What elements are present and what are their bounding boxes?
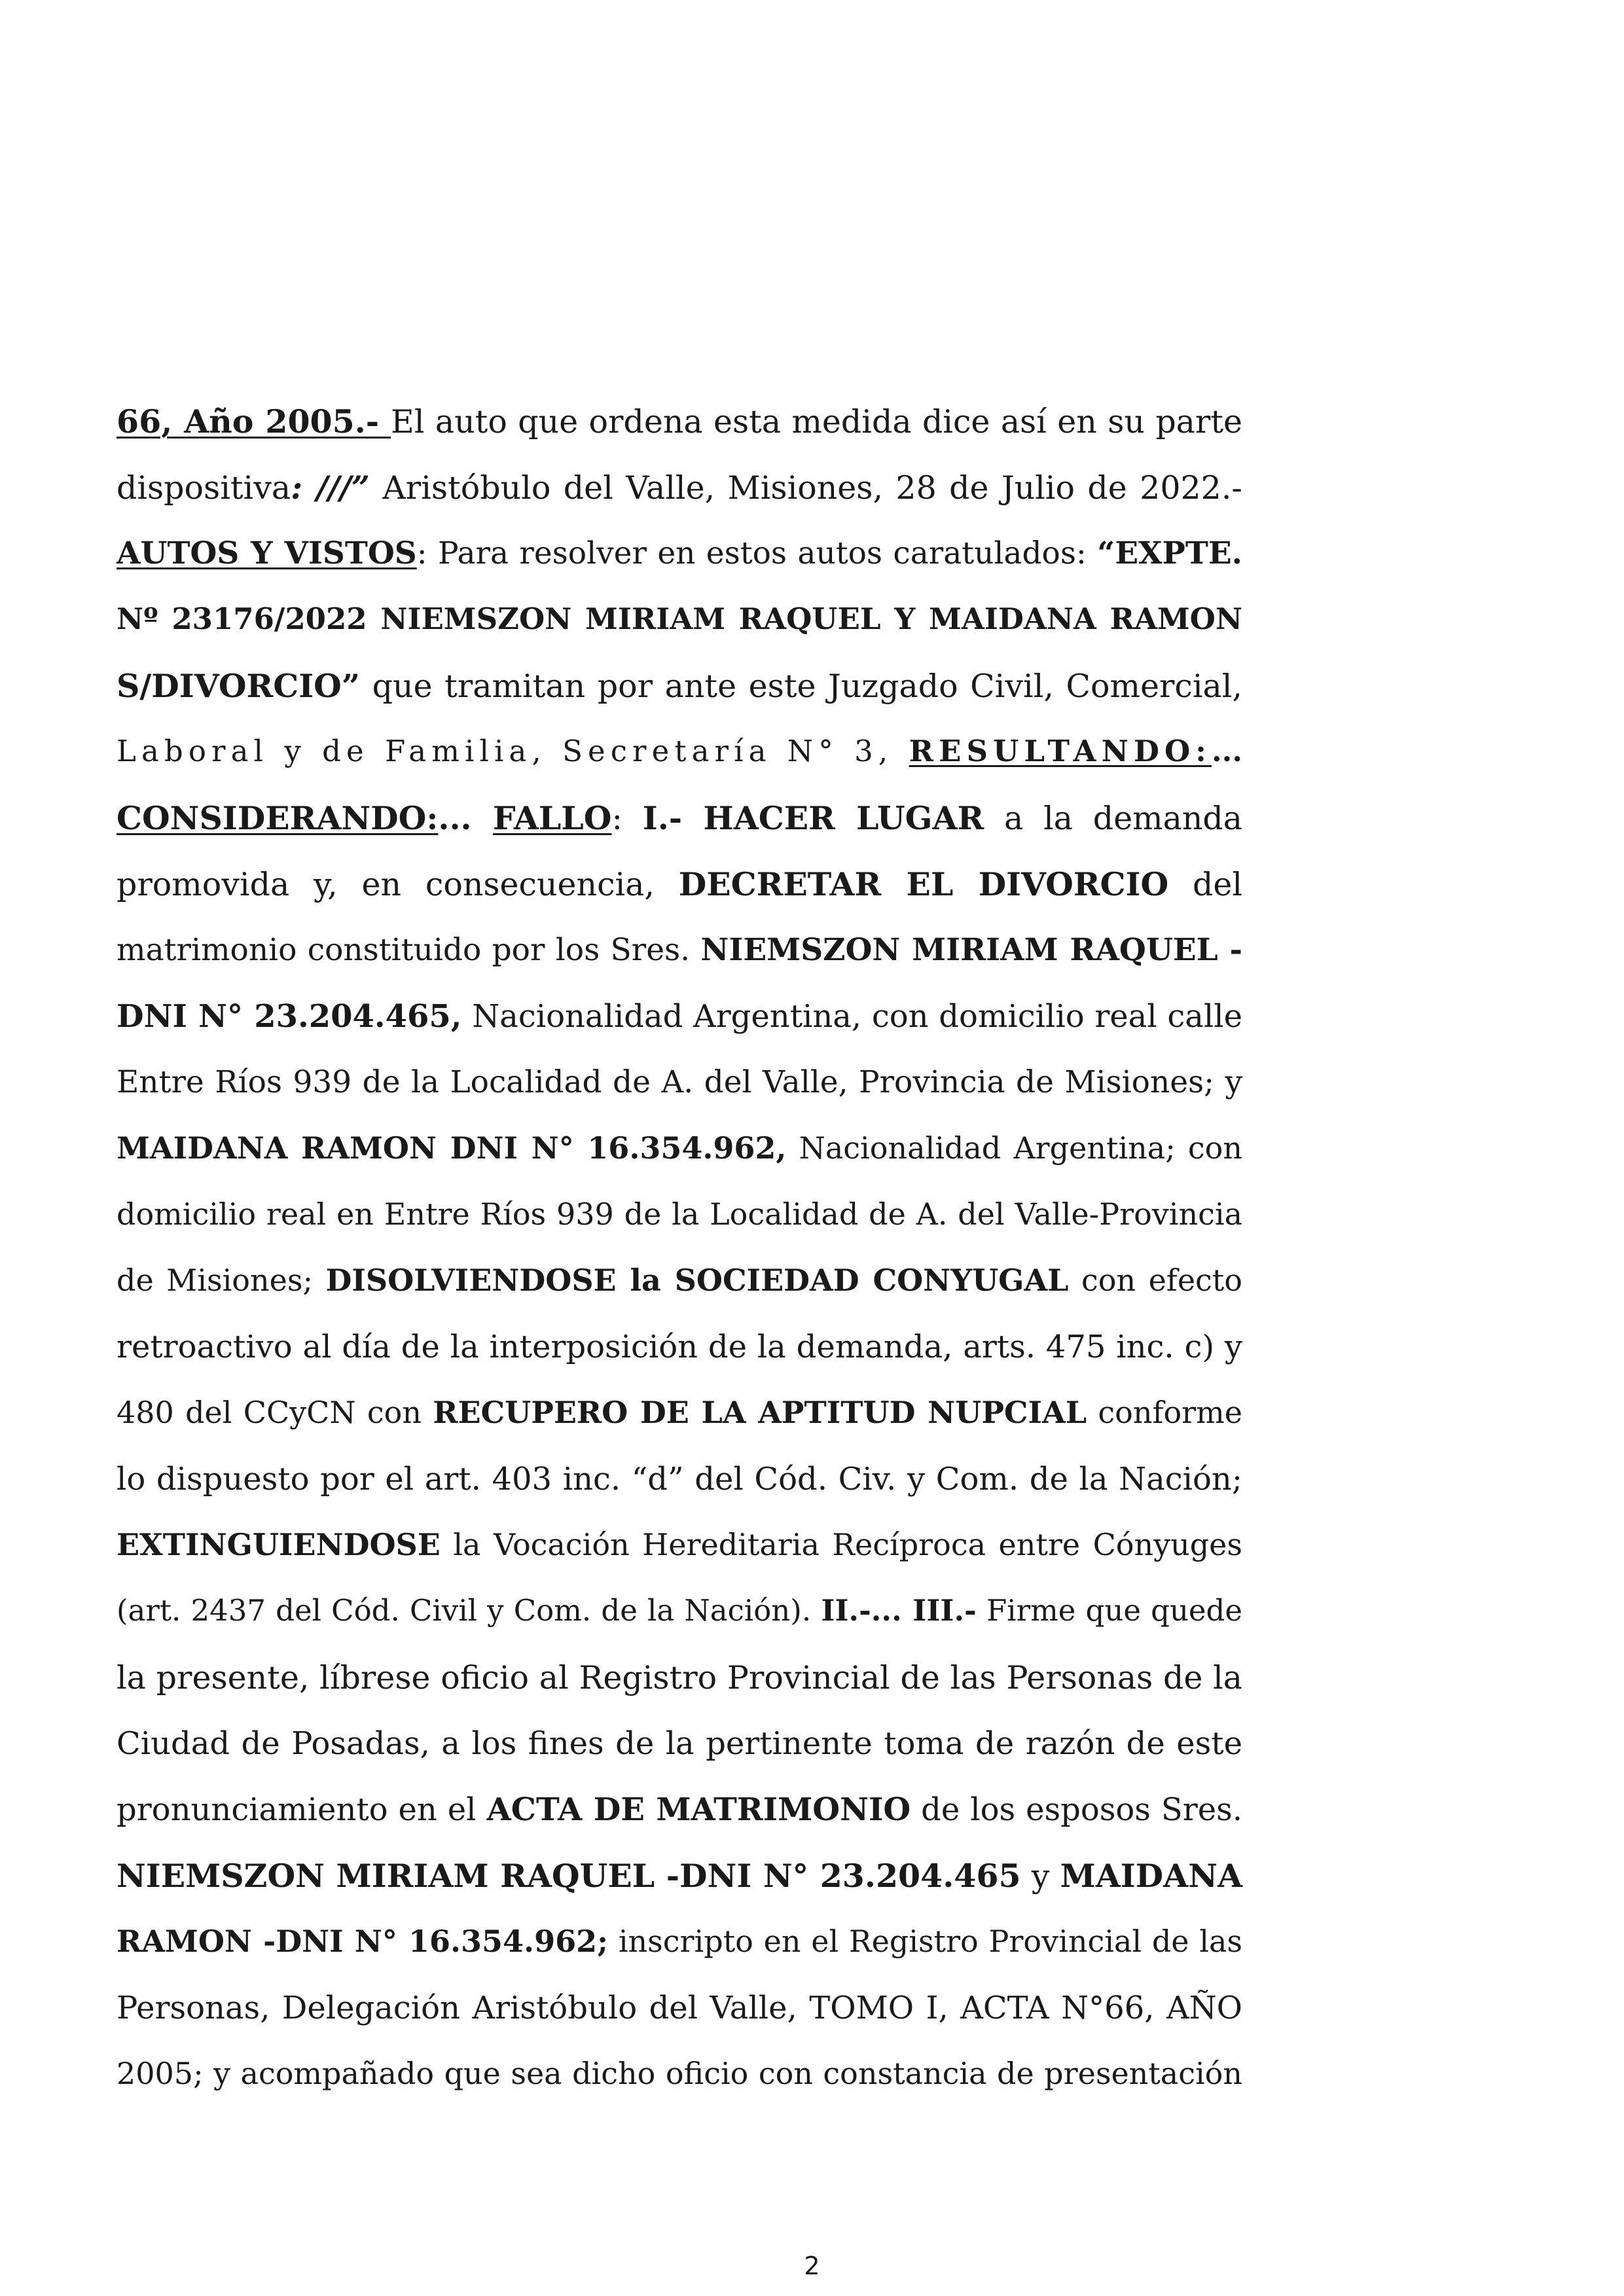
text-line-19: (art. 2437 del Cód. Civil y Com. de la Nación). II.-... III.- Firme que quede bbox=[117, 1593, 1242, 1628]
text-line-22: pronunciamiento en el ACTA DE MATRIMONIO de los esposos Sres. bbox=[117, 1791, 1243, 1828]
text-line-13: domicilio real en Entre Ríos 939 de la Localidad de A. del Valle-Provincia bbox=[117, 1196, 1242, 1232]
text-line-8: promovida y, en consecuencia, DECRETAR EL DIVORCIO del bbox=[117, 865, 1242, 903]
text-line-10: DNI N° 23.204.465, Nacionalidad Argentina, con domicilio real calle bbox=[117, 998, 1242, 1035]
text-line-12: MAIDANA RAMON DNI N° 16.354.962, Nacionalidad Argentina; con bbox=[117, 1130, 1242, 1166]
text-line-16: 480 del CCyCN con RECUPERO DE LA APTITUD NUPCIAL conforme bbox=[117, 1395, 1242, 1430]
text-line-24: RAMON -DNI N° 16.354.962; inscripto en el Registro Provincial de las bbox=[117, 1924, 1242, 1959]
text-line-18: EXTINGUIENDOSE la Vocación Hereditaria Recíproca entre Cónyuges bbox=[117, 1527, 1242, 1562]
text-line-17: lo dispuesto por el art. 403 inc. “d” del Cód. Civ. y Com. de la Nación; bbox=[117, 1461, 1242, 1498]
text-line-7: CONSIDERANDO:... FALLO: I.- HACER LUGAR a la demanda bbox=[117, 799, 1242, 837]
text-line-26: 2005; y acompañado que sea dicho oficio con constancia de presentación bbox=[117, 2056, 1242, 2091]
text-line-4: Nº 23176/2022 NIEMSZON MIRIAM RAQUEL Y MAIDANA RAMON bbox=[117, 601, 1242, 636]
text-line-25: Personas, Delegación Aristóbulo del Valle, TOMO I, ACTA N°66, AÑO bbox=[117, 1990, 1242, 2026]
text-line-23: NIEMSZON MIRIAM RAQUEL -DNI N° 23.204.465 y MAIDANA bbox=[117, 1857, 1242, 1895]
text-line-15: retroactivo al día de la interposición de la demanda, arts. 475 inc. c) y bbox=[117, 1329, 1242, 1365]
text-line-3: AUTOS Y VISTOS: Para resolver en estos autos caratulados: “EXPTE. bbox=[117, 535, 1243, 571]
text-line-20: la presente, líbrese oficio al Registro Provincial de las Personas de la bbox=[117, 1659, 1242, 1696]
text-line-2: dispositiva: ///” Aristóbulo del Valle, Misiones, 28 de Julio de 2022.- bbox=[117, 469, 1242, 507]
text-line-11: Entre Ríos 939 de la Localidad de A. del Valle, Provincia de Misiones; y bbox=[117, 1064, 1242, 1100]
text-line-14: de Misiones; DISOLVIENDOSE la SOCIEDAD CONYUGAL con efecto bbox=[117, 1263, 1242, 1298]
text-line-5: S/DIVORCIO” que tramitan por ante este Juzgado Civil, Comercial, bbox=[117, 667, 1242, 705]
page-number: 2 bbox=[804, 2251, 820, 2280]
text-line-21: Ciudad de Posadas, a los fines de la pertinente toma de razón de este bbox=[117, 1725, 1242, 1762]
text-line-6: Laboral y de Familia, Secretaría N° 3, RESULTANDO:... bbox=[117, 734, 1242, 768]
text-line-9: matrimonio constituido por los Sres. NIEMSZON MIRIAM RAQUEL - bbox=[117, 932, 1242, 968]
text-line-1: 66, Año 2005.- El auto que ordena esta medida dice así en su parte bbox=[117, 403, 1243, 440]
